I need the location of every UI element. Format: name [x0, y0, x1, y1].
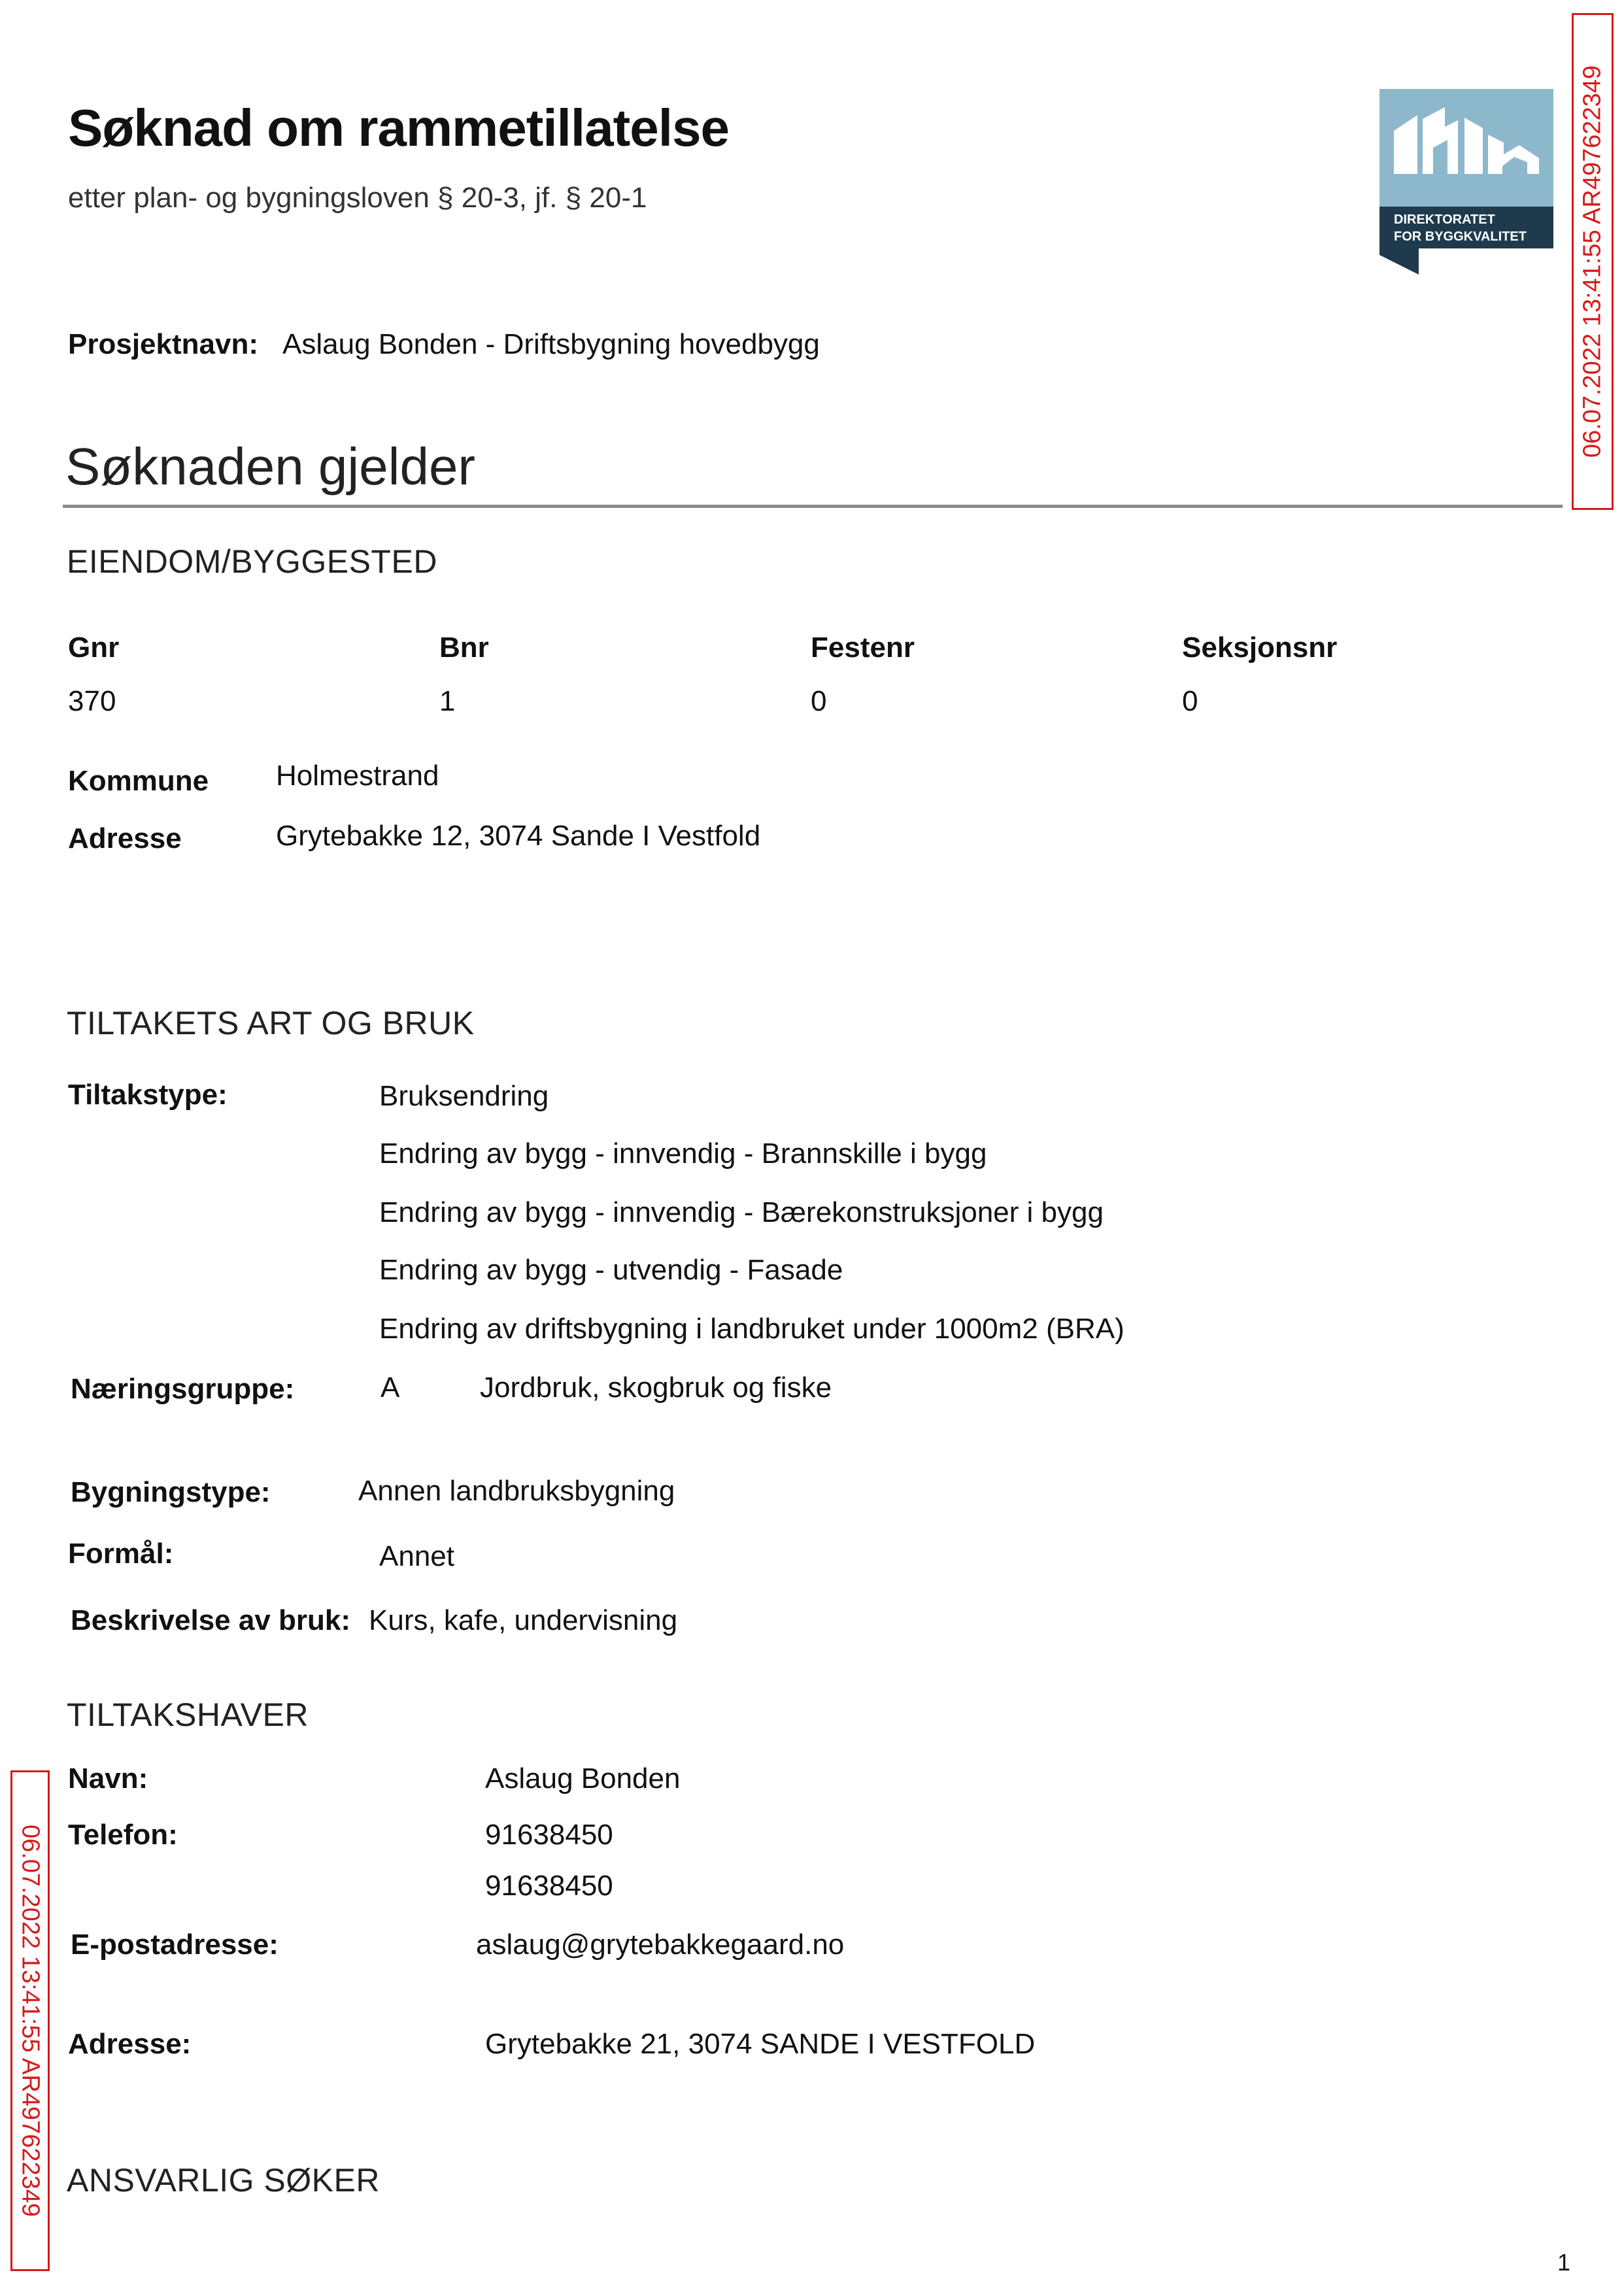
beskrivelse-value: Kurs, kafe, undervisning — [369, 1604, 678, 1636]
festenr-value: 0 — [811, 685, 827, 717]
document-subtitle: etter plan- og bygningsloven § 20-3, jf. § 20-1 — [68, 182, 647, 214]
telefon-value: 91638450 — [485, 1819, 613, 1851]
section-divider — [63, 505, 1563, 508]
kommune-value: Holmestrand — [276, 760, 439, 792]
tiltakshaver-adresse-label: Adresse: — [68, 2028, 192, 2060]
telefon-value: 91638450 — [485, 1870, 613, 1902]
seksjonsnr-value: 0 — [1182, 685, 1198, 717]
page-number: 1 — [1557, 2249, 1571, 2276]
festenr-label: Festenr — [811, 632, 915, 664]
timestamp-stamp-top — [1572, 13, 1614, 510]
naeringsgruppe-code: A — [381, 1372, 400, 1404]
formal-value: Annet — [379, 1540, 454, 1572]
epost-value: aslaug@grytebakkegaard.no — [476, 1929, 845, 1961]
ansvarlig-soker-heading: ANSVARLIG SØKER — [67, 2162, 380, 2199]
tiltakstype-item: Endring av bygg - innvendig - Brannskille i bygg — [379, 1138, 987, 1170]
bygningstype-value: Annen landbruksbygning — [358, 1475, 675, 1507]
tiltakstype-label: Tiltakstype: — [68, 1079, 228, 1111]
eiendom-heading: EIENDOM/BYGGESTED — [67, 543, 437, 580]
project-label: Prosjektnavn: — [68, 328, 258, 360]
kommune-label: Kommune — [68, 765, 209, 797]
navn-value: Aslaug Bonden — [485, 1763, 681, 1795]
tiltakstype-item: Bruksendring — [379, 1080, 549, 1112]
gnr-value: 370 — [68, 685, 116, 717]
tiltakstype-item: Endring av bygg - utvendig - Fasade — [379, 1254, 843, 1286]
adresse-label: Adresse — [68, 822, 182, 854]
document-title: Søknad om rammetillatelse — [68, 99, 729, 157]
navn-label: Navn: — [68, 1763, 148, 1795]
naeringsgruppe-label: Næringsgruppe: — [71, 1373, 295, 1405]
telefon-label: Telefon: — [68, 1819, 178, 1851]
tiltak-heading: TILTAKETS ART OG BRUK — [67, 1005, 475, 1041]
gnr-label: Gnr — [68, 632, 120, 664]
dibk-logo-graphic — [1379, 89, 1553, 275]
logo-text-line2: FOR BYGGKVALITET — [1394, 229, 1527, 244]
section-heading-soknaden: Søknaden gjelder — [65, 437, 476, 496]
bnr-value: 1 — [439, 685, 456, 717]
tiltakshaver-heading: TILTAKSHAVER — [67, 1696, 309, 1733]
adresse-value: Grytebakke 12, 3074 Sande I Vestfold — [276, 820, 761, 852]
stamp-text: 06.07.2022 13:41:55 AR497622349 — [1578, 65, 1606, 458]
bygningstype-label: Bygningstype: — [71, 1476, 271, 1508]
tiltakstype-item: Endring av bygg - innvendig - Bærekonstruksjoner i bygg — [379, 1196, 1104, 1228]
tiltakstype-item: Endring av driftsbygning i landbruket under 1000m2 (BRA) — [379, 1313, 1125, 1345]
bnr-label: Bnr — [439, 632, 489, 664]
beskrivelse-label: Beskrivelse av bruk: — [71, 1604, 351, 1636]
stamp-text: 06.07.2022 13:41:55 AR497622349 — [16, 1824, 44, 2218]
seksjonsnr-label: Seksjonsnr — [1182, 632, 1338, 664]
tiltakshaver-adresse-value: Grytebakke 21, 3074 SANDE I VESTFOLD — [485, 2028, 1036, 2060]
naeringsgruppe-value: Jordbruk, skogbruk og fiske — [480, 1372, 832, 1404]
epost-label: E-postadresse: — [71, 1929, 279, 1961]
project-value: Aslaug Bonden - Driftsbygning hovedbygg — [282, 328, 820, 360]
dibk-logo — [1379, 89, 1553, 275]
timestamp-stamp-bottom — [10, 1770, 50, 2271]
logo-text-line1: DIREKTORATET — [1394, 212, 1495, 227]
formal-label: Formål: — [68, 1538, 174, 1570]
